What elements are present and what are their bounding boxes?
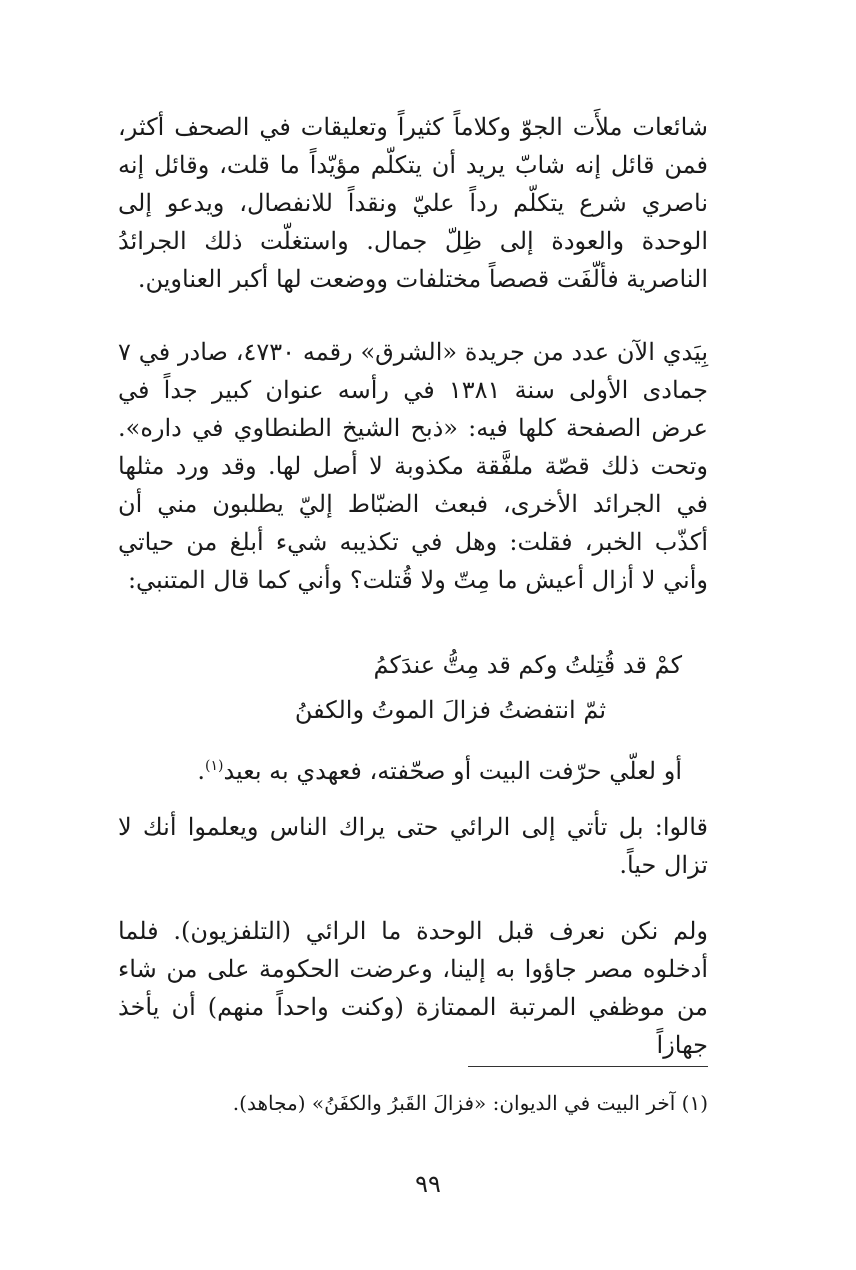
paragraph-2: بِيَدي الآن عدد من جريدة «الشرق» رقمه ٤٧٣٠، صادر في ٧ جمادى الأولى سنة ١٣٨١ في رأسه عنوان كبير جداً في عرض الصفحة كلها فيه: «ذبح الشيخ الطنطاوي في داره». وتحت ذلك قصّة ملفَّقة مكذوبة لا أصل لها. وقد ورد مثلها في الجرائد الأخرى، فبعث الضبّاط إليّ يطلبون مني أن أكذّب الخبر، فقلت: وهل في تكذيبه شيء أبلغ من حياتي وأني لا أزال أعيش ما مِتّ ولا قُتلت؟ وأني كما قال المتنبي:	[118, 338, 709, 594]
verse-note	[197, 752, 682, 790]
page-number: ٩٩	[415, 1170, 441, 1198]
paragraph-4: ولم نكن نعرف قبل الوحدة ما الرائي (التلفزيون). فلما أدخلوه مصر جاؤوا به إلينا، وعرضت الحكومة على من شاء من موظفي المرتبة الممتازة (وكنت واحداً منهم) أن يأخذ جهازاً	[118, 917, 708, 1059]
verse-note-end: .	[197, 757, 205, 785]
poem-verse-line-1: كمْ قد قُتِلتُ وكم قد مِتُّ عندَكمُ	[373, 651, 682, 679]
footnote-divider	[468, 1066, 708, 1067]
poem-verse-line-2: ثمّ انتفضتُ فزالَ الموتُ والكفنُ	[294, 696, 606, 724]
verse-note-text: أو لعلّي حرّفت البيت أو صحّفته، فعهدي به بعيد	[223, 757, 682, 785]
footnote: (١) آخر البيت في الديوان: «فزالَ القَبرُ والكفَنُ» (مجاهد).	[232, 1091, 708, 1115]
paragraph-3: قالوا: بل تأتي إلى الرائي حتى يراك الناس ويعلموا أنك لا تزال حياً.	[118, 813, 708, 879]
paragraph-1: شائعات ملأَت الجوّ وكلاماً كثيراً وتعليقات في الصحف أكثر، فمن قائل إنه شابّ يريد أن يتكلّم مؤيّداً ما قلت، وقائل إنه ناصري شرع يتكلّم رداً عليّ ونقداً للانفصال، ويدعو إلى الوحدة والعودة إلى ظِلّ جمال. واستغلّت ذلك الجرائدُ الناصرية فألّفَت قصصاً مختلفات ووضعت لها أكبر العناوين.	[118, 113, 708, 293]
footnote-reference: (١)	[204, 758, 224, 774]
